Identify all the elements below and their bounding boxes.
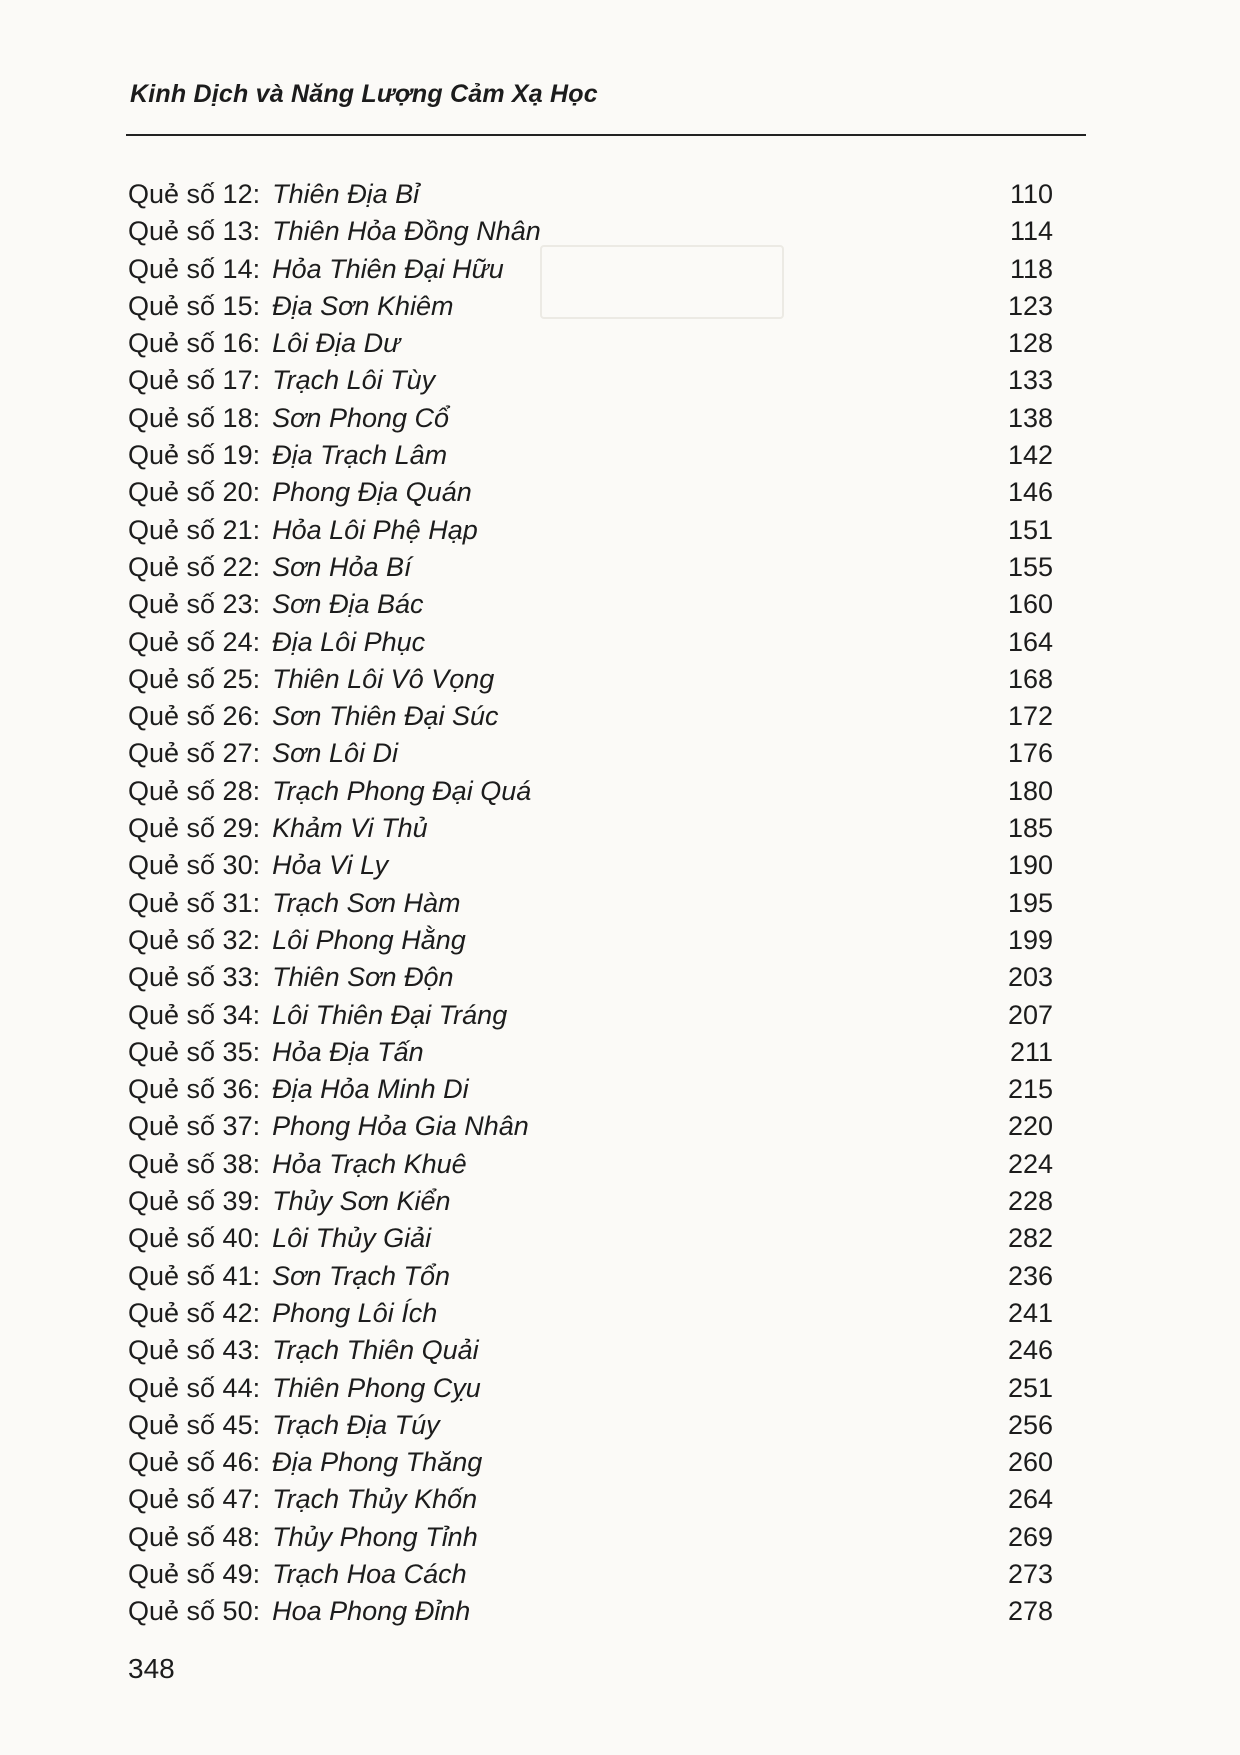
toc-entry-page: 195 <box>1007 887 1053 918</box>
toc-entry-page: 176 <box>1007 738 1053 769</box>
toc-entry <box>128 1220 1053 1257</box>
toc-entry-page: 146 <box>1007 477 1053 508</box>
toc-entry <box>128 1444 1053 1481</box>
toc-entry-label: Quẻ số 27: <box>128 738 261 769</box>
toc-entry-title: Thủy Phong Tỉnh <box>272 1521 478 1552</box>
toc-entry-title: Phong Lôi Ích <box>272 1297 438 1328</box>
toc-entry-page: 260 <box>1007 1447 1053 1478</box>
toc-entry-page: 264 <box>1007 1484 1053 1515</box>
toc-entry-title: Hoa Phong Đỉnh <box>272 1596 471 1627</box>
toc-entry-label: Quẻ số 22: <box>128 551 261 582</box>
toc-entry-page: 207 <box>1007 999 1053 1030</box>
toc-entry-label: Quẻ số 42: <box>128 1297 261 1328</box>
toc-entry-page: 278 <box>1007 1596 1053 1627</box>
toc-entry-page: 273 <box>1007 1558 1053 1589</box>
toc-entry-page: 246 <box>1007 1335 1053 1366</box>
toc-entry-page: 256 <box>1007 1409 1053 1440</box>
toc-entry-page: 251 <box>1007 1372 1053 1403</box>
toc-entry-page: 155 <box>1007 551 1053 582</box>
toc-entry <box>128 325 1053 362</box>
toc-entry-label: Quẻ số 45: <box>128 1409 261 1440</box>
toc-entry <box>128 213 1053 250</box>
toc-entry-title: Lôi Thiên Đại Tráng <box>272 999 508 1030</box>
toc-entry <box>128 1071 1053 1108</box>
toc-entry <box>128 1034 1053 1071</box>
toc-entry-label: Quẻ số 15: <box>128 290 261 321</box>
toc-entry <box>128 922 1053 959</box>
toc-entry <box>128 1183 1053 1220</box>
toc-entry-page: 133 <box>1007 365 1053 396</box>
toc-entry-page: 190 <box>1007 850 1053 881</box>
toc-entry <box>128 474 1053 511</box>
toc-entry-title: Địa Sơn Khiêm <box>272 290 454 321</box>
toc-entry-title: Sơn Thiên Đại Súc <box>272 701 499 732</box>
toc-entry-label: Quẻ số 16: <box>128 328 261 359</box>
toc-entry-label: Quẻ số 49: <box>128 1558 261 1589</box>
toc-entry-page: 180 <box>1007 775 1053 806</box>
toc-entry-label: Quẻ số 13: <box>128 216 261 247</box>
toc-entry-title: Địa Trạch Lâm <box>272 440 448 471</box>
toc-entry-label: Quẻ số 36: <box>128 1074 261 1105</box>
toc-entry-label: Quẻ số 19: <box>128 440 261 471</box>
toc-entry-label: Quẻ số 34: <box>128 999 261 1030</box>
toc-entry <box>128 1258 1053 1295</box>
toc-entry <box>128 251 1053 288</box>
toc-entry-title: Trạch Thủy Khốn <box>272 1484 478 1515</box>
toc-entry-page: 118 <box>1009 253 1053 284</box>
toc-entry <box>128 512 1053 549</box>
toc-entry-title: Khảm Vi Thủ <box>272 813 428 844</box>
toc-entry-title: Lôi Thủy Giải <box>272 1223 432 1254</box>
toc-entry-label: Quẻ số 50: <box>128 1596 261 1627</box>
toc-entry <box>128 1146 1053 1183</box>
toc-entry-label: Quẻ số 12: <box>128 179 261 209</box>
toc-entry-label: Quẻ số 47: <box>128 1484 261 1515</box>
toc-entry-label: Quẻ số 48: <box>128 1521 261 1552</box>
toc-entry-title: Thiên Hỏa Đồng Nhân <box>272 216 541 247</box>
toc-entry <box>128 1519 1053 1556</box>
toc-entry-page: 142 <box>1007 440 1053 471</box>
toc-entry <box>128 959 1053 996</box>
toc-entry-label: Quẻ số 46: <box>128 1447 261 1478</box>
toc-entry-title: Thiên Sơn Độn <box>272 962 454 993</box>
toc-entry <box>128 1556 1053 1593</box>
toc-entry-label: Quẻ số 39: <box>128 1186 261 1217</box>
toc-entry-label: Quẻ số 20: <box>128 477 261 508</box>
toc-entry-label: Quẻ số 37: <box>128 1111 261 1142</box>
toc-entry-page: 220 <box>1007 1111 1053 1142</box>
toc-entry-title: Sơn Lôi Di <box>272 738 398 769</box>
toc-entry <box>128 1295 1053 1332</box>
toc-entry-label: Quẻ số 17: <box>128 365 261 396</box>
toc-entry-page: 224 <box>1007 1148 1053 1179</box>
toc-entry <box>128 176 1053 213</box>
toc-entry-title: Thủy Sơn Kiển <box>272 1186 451 1217</box>
toc-entry <box>128 1407 1053 1444</box>
toc-entry-page: 241 <box>1007 1297 1053 1328</box>
toc-entry-title: Hỏa Thiên Đại Hữu <box>272 253 504 284</box>
toc-entry-title: Phong Địa Quán <box>272 477 472 508</box>
toc-entry-title: Hỏa Vi Ly <box>272 850 389 881</box>
toc-entry-page: 123 <box>1007 290 1053 321</box>
toc-entry <box>128 1108 1053 1145</box>
toc-entry <box>128 661 1053 698</box>
toc-entry <box>128 810 1053 847</box>
toc-entry-title: Sơn Hỏa Bí <box>272 551 412 582</box>
toc-entry-label: Quẻ số 41: <box>128 1260 261 1291</box>
toc-entry <box>128 549 1053 586</box>
toc-entry <box>128 586 1053 623</box>
toc-entry-label: Quẻ số 29: <box>128 813 261 844</box>
toc-entry-title: Trạch Phong Đại Quá <box>272 775 532 806</box>
toc-entry-page: 110 <box>1009 179 1053 209</box>
toc-entry-label: Quẻ số 40: <box>128 1223 261 1254</box>
toc-entry <box>128 847 1053 884</box>
toc-entry-title: Thiên Địa Bỉ <box>272 179 420 209</box>
toc-entry-title: Lôi Phong Hằng <box>272 924 466 955</box>
toc-entry-title: Địa Hỏa Minh Di <box>272 1074 469 1105</box>
toc-entry-page: 151 <box>1007 514 1053 545</box>
toc-entry <box>128 1593 1053 1630</box>
toc-entry-title: Địa Lôi Phục <box>272 626 426 657</box>
toc-entry-label: Quẻ số 38: <box>128 1148 261 1179</box>
toc-entry-title: Sơn Địa Bác <box>272 589 424 620</box>
toc-entry-label: Quẻ số 23: <box>128 589 261 620</box>
toc-entry-label: Quẻ số 18: <box>128 402 261 433</box>
toc-entry <box>128 1370 1053 1407</box>
toc-entry-title: Hỏa Trạch Khuê <box>272 1148 467 1179</box>
toc-entry-title: Hỏa Địa Tấn <box>272 1036 424 1067</box>
toc-entry-label: Quẻ số 24: <box>128 626 261 657</box>
toc-entry-page: 138 <box>1007 402 1053 433</box>
toc-entry-page: 164 <box>1007 626 1053 657</box>
toc-entry <box>128 288 1053 325</box>
toc-entry-page: 228 <box>1007 1186 1053 1217</box>
toc-entry <box>128 400 1053 437</box>
toc-entry-page: 282 <box>1007 1223 1053 1254</box>
running-header: Kinh Dịch và Năng Lượng Cảm Xạ Học <box>130 80 598 108</box>
toc-entry-page: 172 <box>1007 701 1053 732</box>
toc-entry-title: Phong Hỏa Gia Nhân <box>272 1111 529 1142</box>
toc-entry-label: Quẻ số 21: <box>128 514 261 545</box>
table-of-contents <box>128 176 1053 1631</box>
toc-entry <box>128 698 1053 735</box>
toc-entry-title: Sơn Trạch Tổn <box>272 1260 450 1291</box>
toc-entry-label: Quẻ số 43: <box>128 1335 261 1366</box>
toc-entry-title: Trạch Lôi Tùy <box>272 365 436 396</box>
toc-entry-page: 215 <box>1007 1074 1053 1105</box>
toc-entry-label: Quẻ số 25: <box>128 663 261 694</box>
toc-entry-page: 168 <box>1007 663 1053 694</box>
page-number: 348 <box>128 1653 175 1684</box>
toc-entry-page: 203 <box>1007 962 1053 993</box>
toc-entry <box>128 885 1053 922</box>
toc-entry-page: 128 <box>1007 328 1053 359</box>
toc-entry-label: Quẻ số 32: <box>128 924 261 955</box>
toc-entry-title: Lôi Địa Dư <box>272 328 401 359</box>
toc-entry-title: Sơn Phong Cổ <box>272 402 450 433</box>
toc-entry-title: Trạch Thiên Quải <box>272 1335 479 1366</box>
toc-entry-title: Trạch Địa Túy <box>272 1409 440 1440</box>
toc-entry <box>128 437 1053 474</box>
toc-entry <box>128 735 1053 772</box>
toc-entry <box>128 773 1053 810</box>
toc-entry <box>128 997 1053 1034</box>
toc-entry-label: Quẻ số 26: <box>128 701 261 732</box>
toc-entry-title: Địa Phong Thăng <box>272 1447 483 1478</box>
toc-entry-label: Quẻ số 35: <box>128 1036 261 1067</box>
toc-entry-title: Hỏa Lôi Phệ Hạp <box>272 514 478 545</box>
toc-entry-title: Thiên Phong Cỵu <box>272 1372 481 1403</box>
toc-entry-page: 236 <box>1007 1260 1053 1291</box>
toc-entry-label: Quẻ số 31: <box>128 887 261 918</box>
toc-entry <box>128 1481 1053 1518</box>
toc-entry-title: Trạch Hoa Cách <box>272 1558 467 1589</box>
toc-entry <box>128 1332 1053 1369</box>
header-rule <box>126 134 1086 136</box>
toc-entry-page: 185 <box>1007 813 1053 844</box>
toc-entry-page: 114 <box>1009 216 1053 247</box>
toc-entry-page: 269 <box>1007 1521 1053 1552</box>
toc-entry <box>128 624 1053 661</box>
toc-entry-title: Thiên Lôi Vô Vọng <box>272 663 495 694</box>
toc-entry-title: Trạch Sơn Hàm <box>272 887 461 918</box>
toc-entry-label: Quẻ số 44: <box>128 1372 261 1403</box>
toc-entry-label: Quẻ số 14: <box>128 253 261 284</box>
toc-entry-label: Quẻ số 33: <box>128 962 261 993</box>
toc-entry-label: Quẻ số 30: <box>128 850 261 881</box>
toc-entry-page: 160 <box>1007 589 1053 620</box>
toc-entry <box>128 362 1053 399</box>
toc-entry-page: 211 <box>1009 1036 1053 1067</box>
toc-entry-page: 199 <box>1007 924 1053 955</box>
toc-entry-label: Quẻ số 28: <box>128 775 261 806</box>
